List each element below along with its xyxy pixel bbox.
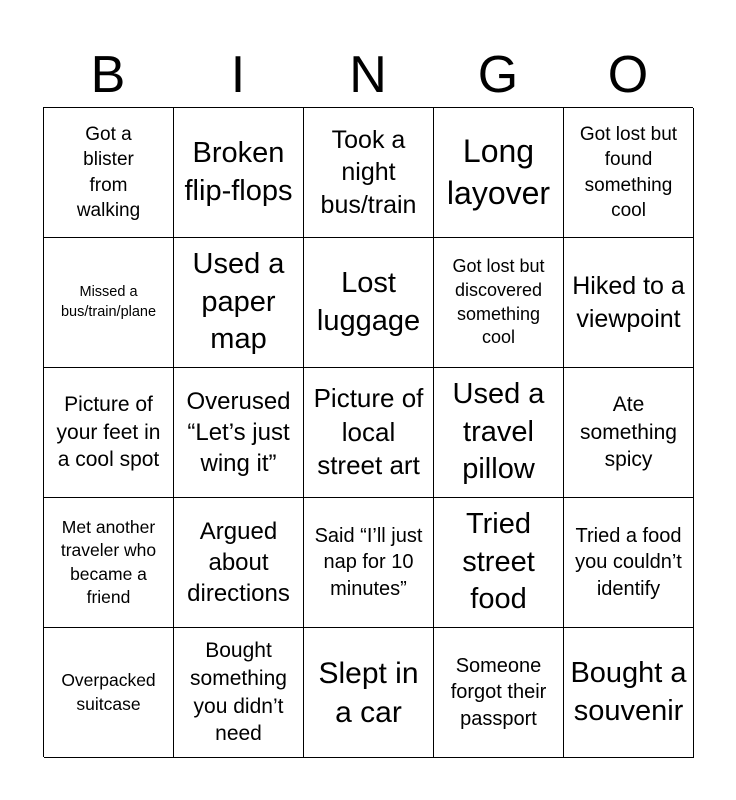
square-label: Long layover — [446, 132, 551, 211]
square-label: Took a night bus/train — [320, 125, 417, 219]
bingo-header — [43, 44, 693, 106]
square-label: Picture of your feet in a cool spot — [56, 392, 161, 472]
square-label: Lost luggage — [316, 266, 421, 337]
bingo-square[interactable] — [304, 628, 434, 758]
bingo-square[interactable] — [304, 368, 434, 498]
bingo-square[interactable] — [434, 108, 564, 238]
square-label: Bought something you didn’t need — [190, 639, 287, 746]
bingo-square[interactable] — [174, 238, 304, 368]
bingo-square[interactable] — [304, 498, 434, 628]
square-label: Broken flip-flops — [184, 136, 293, 207]
square-label: Used a travel pillow — [452, 377, 545, 486]
square-label: Someone forgot their passport — [450, 654, 547, 730]
bingo-square[interactable] — [564, 368, 694, 498]
bingo-square[interactable] — [174, 368, 304, 498]
bingo-square[interactable] — [44, 498, 174, 628]
header-letter-n: N — [349, 46, 387, 104]
bingo-square[interactable] — [434, 368, 564, 498]
bingo-card — [43, 107, 693, 757]
square-label: Slept in a car — [318, 656, 419, 729]
square-label: Missed a bus/train/plane — [60, 283, 157, 320]
square-label: Tried a food you couldn’t identify — [575, 524, 682, 600]
square-label: Overpacked suitcase — [61, 670, 156, 714]
square-label: Used a paper map — [192, 247, 285, 356]
square-label: Got lost but discovered something cool — [452, 256, 545, 348]
square-label: Tried street food — [462, 507, 535, 616]
square-label: Got lost but found something cool — [579, 124, 678, 221]
bingo-square[interactable] — [44, 368, 174, 498]
square-label: Bought a souvenir — [570, 656, 687, 727]
header-letter-b: B — [90, 46, 126, 104]
square-label: Said “I’ll just nap for 10 minutes” — [314, 524, 423, 600]
bingo-square[interactable] — [174, 498, 304, 628]
header-letter-g: G — [477, 46, 519, 104]
bingo-square[interactable] — [434, 238, 564, 368]
square-label: Ate something spicy — [580, 392, 677, 472]
square-label: Picture of local street art — [313, 382, 424, 481]
bingo-square[interactable] — [564, 628, 694, 758]
bingo-square[interactable] — [304, 108, 434, 238]
bingo-square[interactable] — [44, 628, 174, 758]
header-letter-o: O — [607, 46, 649, 104]
square-label: Met another traveler who became a friend — [60, 517, 157, 607]
bingo-square[interactable] — [564, 238, 694, 368]
bingo-square[interactable] — [174, 628, 304, 758]
bingo-square[interactable] — [44, 238, 174, 368]
bingo-square[interactable] — [564, 108, 694, 238]
bingo-square[interactable] — [434, 498, 564, 628]
bingo-square[interactable] — [304, 238, 434, 368]
square-label: Got a blister from walking — [76, 124, 141, 221]
bingo-square[interactable] — [44, 108, 174, 238]
square-label: Argued about directions — [187, 517, 290, 608]
bingo-square[interactable] — [174, 108, 304, 238]
square-label: Hiked to a viewpoint — [572, 272, 685, 333]
header-letter-i: I — [230, 46, 246, 104]
square-label: Overused “Let’s just wing it” — [186, 387, 291, 478]
bingo-square[interactable] — [564, 498, 694, 628]
bingo-square[interactable] — [434, 628, 564, 758]
